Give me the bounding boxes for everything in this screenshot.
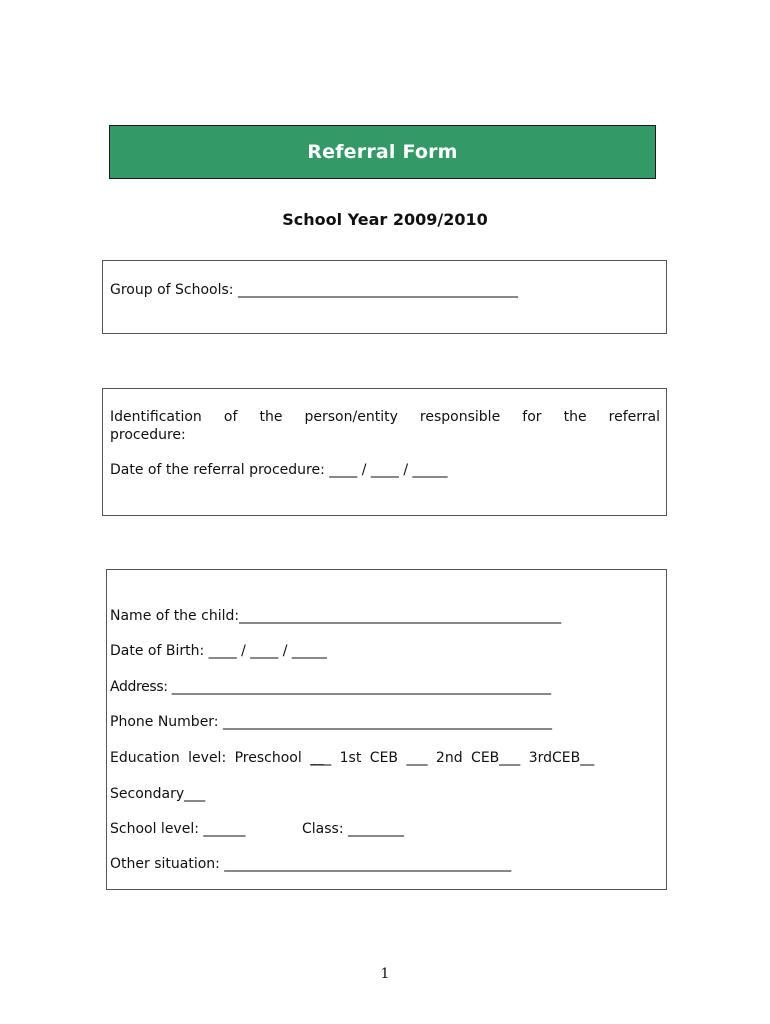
- education-level-field[interactable]: [110, 749, 594, 767]
- form-title: Referral Form: [307, 141, 458, 163]
- identification-label-cont: procedure:: [110, 427, 186, 443]
- address-field[interactable]: Address: _________________________________________________________: [110, 679, 551, 695]
- school-year-heading: School Year 2009/2010: [282, 210, 488, 229]
- page-number: 1: [380, 966, 390, 982]
- school-level-field[interactable]: School level: ______: [110, 821, 246, 837]
- phone-number-field[interactable]: Phone Number: _______________________________________________: [110, 714, 552, 730]
- education-level-options[interactable]: _ 1st CEB ___ 2nd CEB___ 3rdCEB__: [324, 750, 595, 766]
- other-situation-field[interactable]: Other situation: _________________________________________: [110, 856, 512, 872]
- date-of-referral-field[interactable]: Date of the referral procedure: ____ / ____ / _____: [110, 462, 448, 478]
- group-of-schools-field[interactable]: Group of Schools: ________________________________________: [110, 282, 518, 298]
- secondary-field[interactable]: Secondary___: [110, 786, 206, 802]
- date-of-birth-field[interactable]: Date of Birth: ____ / ____ / _____: [110, 643, 327, 659]
- identification-label: Identification of the person/entity responsible for the referral: [110, 409, 660, 425]
- preschool-blank[interactable]: __: [310, 750, 325, 766]
- child-name-field[interactable]: Name of the child:______________________________________________: [110, 608, 562, 624]
- education-level-label: Education level: Preschool: [110, 750, 311, 766]
- class-field[interactable]: Class: ________: [302, 821, 404, 837]
- form-title-banner: [109, 125, 656, 179]
